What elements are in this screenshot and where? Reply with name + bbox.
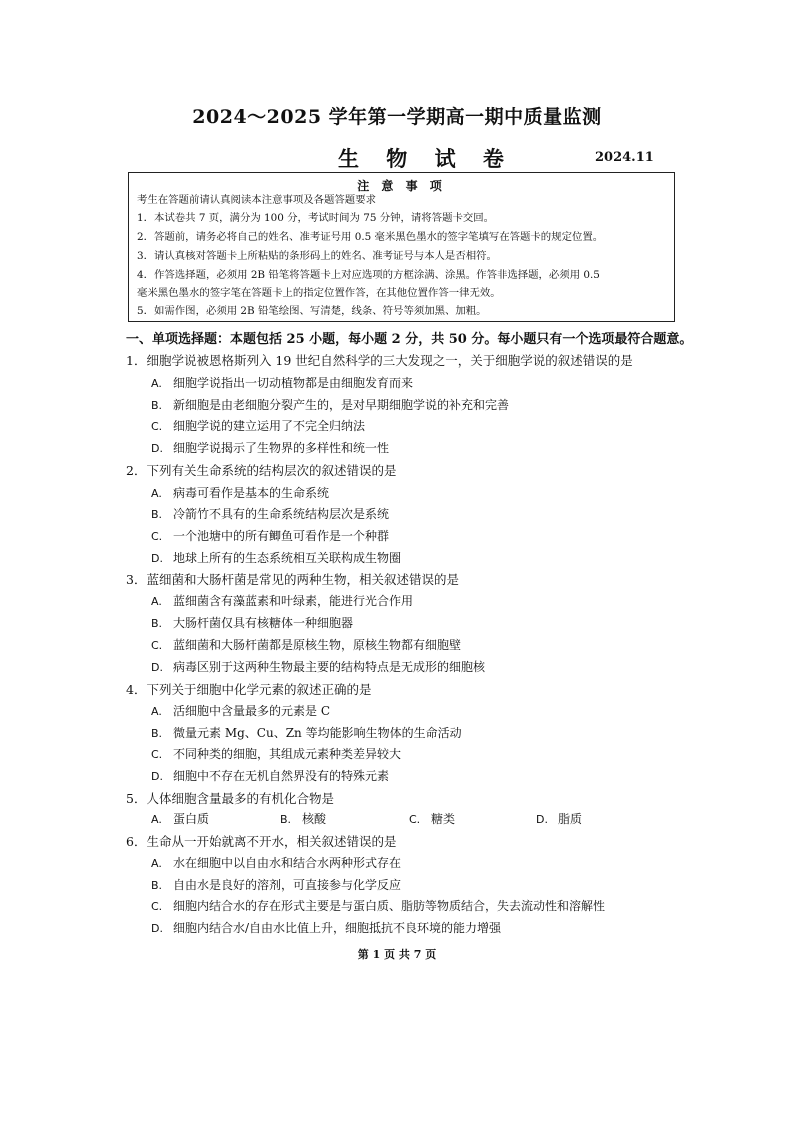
notice-line: 考生在答题前请认真阅读本注意事项及各题答题要求 (137, 194, 376, 206)
option (151, 592, 413, 609)
option-text: 核酸 (302, 812, 327, 826)
option-letter: A. (151, 487, 162, 500)
option (151, 897, 605, 914)
option-text: 不同种类的细胞，其组成元素种类差异较大 (173, 747, 402, 761)
option-letter: C. (151, 639, 163, 652)
option-letter: A. (151, 705, 162, 718)
question-stem: 2．下列有关生命系统的结构层次的叙述错误的是 (126, 463, 397, 478)
option-text: 细胞学说揭示了生物界的多样性和统一性 (173, 441, 390, 455)
option-text: 糖类 (431, 812, 456, 826)
option-letter: B. (151, 617, 163, 630)
notice-heading: 注 意 事 项 (357, 179, 446, 193)
option (151, 396, 509, 413)
option-text: 微量元素 Mg、Cu、Zn 等均能影响生物体的生命活动 (173, 726, 462, 740)
question-stem: 5．人体细胞含量最多的有机化合物是 (126, 791, 334, 806)
option (536, 810, 582, 827)
option-letter: B. (151, 508, 163, 521)
option (151, 658, 485, 675)
option (151, 724, 462, 741)
exam-date: 2024.11 (595, 150, 654, 165)
option-letter: D. (151, 770, 163, 783)
question-stem: 3．蓝细菌和大肠杆菌是常见的两种生物，相关叙述错误的是 (126, 572, 459, 587)
option-text: 细胞中不存在无机自然界没有的特殊元素 (173, 769, 390, 783)
option-text: 病毒可看作是基本的生命系统 (173, 486, 330, 500)
question-stem: 6．生命从一开始就离不开水，相关叙述错误的是 (126, 834, 397, 849)
option-text: 大肠杆菌仅具有核糖体一种细胞器 (173, 616, 354, 630)
option-letter: A. (151, 377, 162, 390)
option (151, 745, 401, 762)
notice-line: 2．答题前，请务必将自己的姓名、准考证号用 0.5 毫米黑色墨水的签字笔填写在答题卡的规定位置。 (137, 231, 604, 243)
option-letter: D. (151, 442, 163, 455)
option-text: 新细胞是由老细胞分裂产生的，是对早期细胞学说的补充和完善 (173, 398, 510, 412)
option (151, 810, 209, 827)
option-letter: B. (280, 813, 292, 826)
option (151, 876, 401, 893)
question-stem: 4．下列关于细胞中化学元素的叙述正确的是 (126, 682, 372, 697)
notice-box (128, 172, 675, 322)
option-text: 蛋白质 (173, 812, 210, 826)
notice-line: 1．本试卷共 7 页，满分为 100 分，考试时间为 75 分钟，请将答题卡交回。 (137, 212, 495, 224)
option-letter: D. (536, 813, 548, 826)
notice-line: 3．请认真核对答题卡上所粘贴的条形码上的姓名、准考证号与本人是否相符。 (137, 250, 497, 262)
option-letter: B. (151, 399, 163, 412)
option-text: 细胞学说的建立运用了不完全归纳法 (173, 419, 366, 433)
option-letter: C. (151, 530, 163, 543)
option-text: 病毒区别于这两种生物最主要的结构特点是无成形的细胞核 (173, 660, 486, 674)
option (151, 919, 501, 936)
option (151, 636, 461, 653)
notice-line: 毫米黑色墨水的签字笔在答题卡上的指定位置作答，在其他位置作答一律无效。 (137, 287, 501, 299)
option (151, 549, 401, 566)
option-text: 地球上所有的生态系统相互关联构成生物圈 (173, 551, 402, 565)
option (409, 810, 455, 827)
option-text: 蓝细菌和大肠杆菌都是原核生物，原核生物都有细胞壁 (173, 638, 462, 652)
notice-line: 5．如需作图，必须用 2B 铅笔绘图、写清楚，线条、符号等须加黑、加粗。 (137, 305, 487, 317)
option-text: 脂质 (558, 812, 583, 826)
option-letter: D. (151, 922, 163, 935)
option-letter: C. (151, 900, 163, 913)
notice-line: 4．作答选择题，必须用 2B 铅笔将答题卡上对应选项的方框涂满、涂黑。作答非选择题，必须用 0.5 (137, 269, 600, 281)
exam-subject: 生 物 试 卷 (338, 146, 514, 171)
option-letter: D. (151, 661, 163, 674)
option-letter: A. (151, 595, 162, 608)
option-text: 冷箭竹不具有的生命系统结构层次是系统 (173, 507, 390, 521)
option-letter: D. (151, 552, 163, 565)
option (151, 854, 401, 871)
option-text: 自由水是良好的溶剂，可直接参与化学反应 (173, 878, 402, 892)
option (151, 417, 365, 434)
option (151, 527, 389, 544)
question-stem: 1．细胞学说被恩格斯列入 19 世纪自然科学的三大发现之一，关于细胞学说的叙述错误的是 (126, 353, 633, 368)
option (151, 439, 389, 456)
option (280, 810, 326, 827)
option-text: 蓝细菌含有藻蓝素和叶绿素，能进行光合作用 (173, 594, 414, 608)
option (151, 505, 389, 522)
exam-title: 2024～2025 学年第一学期高一期中质量监测 (192, 106, 602, 128)
option-letter: B. (151, 727, 163, 740)
option-letter: C. (409, 813, 421, 826)
option (151, 767, 389, 784)
option-letter: B. (151, 879, 163, 892)
option (151, 484, 329, 501)
option (151, 614, 353, 631)
option-text: 细胞内结合水的存在形式主要是与蛋白质、脂肪等物质结合，失去流动性和溶解性 (173, 899, 606, 913)
option (151, 374, 413, 391)
option-letter: C. (151, 420, 163, 433)
option-letter: A. (151, 857, 162, 870)
page-footer: 第 1 页 共 7 页 (357, 948, 437, 961)
section-heading: 一、单项选择题：本题包括 25 小题，每小题 2 分，共 50 分。每小题只有一个选项最符合题意。 (126, 332, 693, 347)
option-text: 活细胞中含量最多的元素是 C (173, 704, 330, 718)
option-letter: A. (151, 813, 162, 826)
option-text: 细胞学说指出一切动植物都是由细胞发育而来 (173, 376, 414, 390)
option-text: 水在细胞中以自由水和结合水两种形式存在 (173, 856, 402, 870)
option-letter: C. (151, 748, 163, 761)
option (151, 702, 330, 719)
option-text: 一个池塘中的所有鲫鱼可看作是一个种群 (173, 529, 390, 543)
option-text: 细胞内结合水/自由水比值上升，细胞抵抗不良环境的能力增强 (173, 921, 502, 935)
